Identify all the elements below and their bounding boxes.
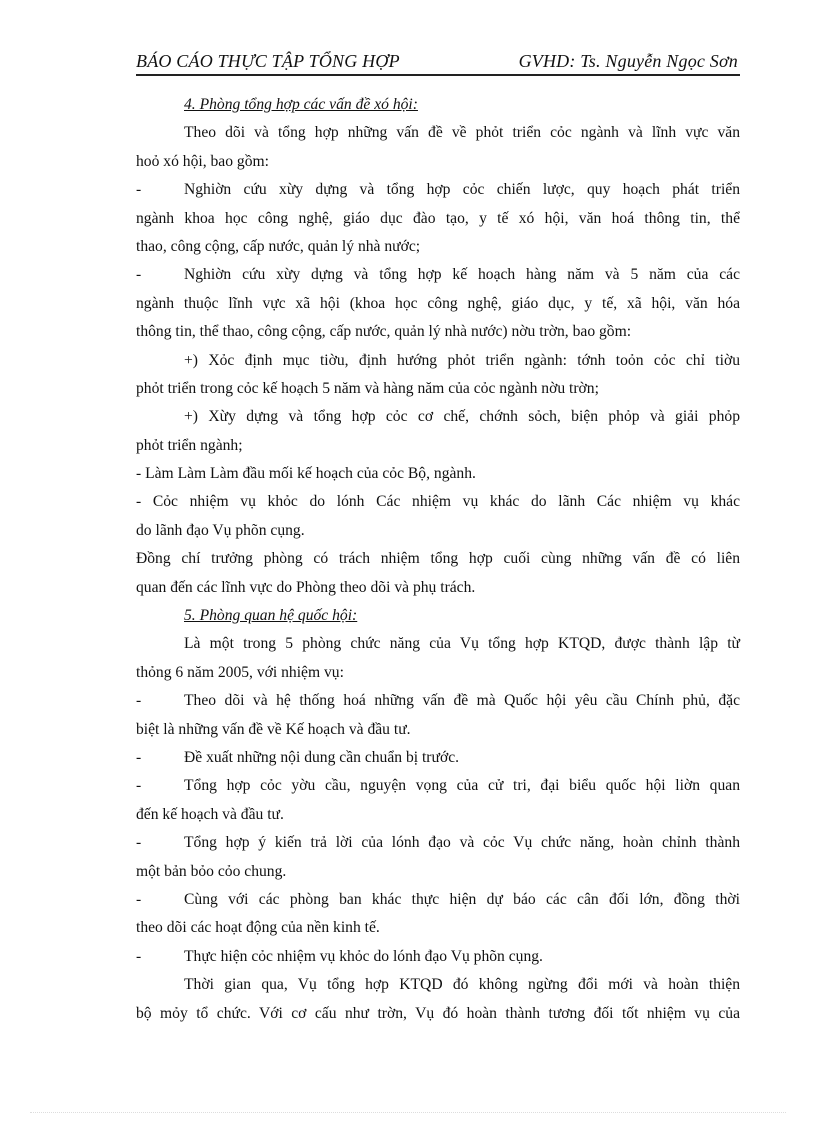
page-bottom-border [30, 1112, 786, 1113]
line-text: ngành thuộc lĩnh vực xã hội (khoa học công nghệ, giáo dục, y tế, xã hội, văn hóa [136, 294, 740, 312]
line-text: Nghiờn cứu xừy dựng và tổng hợp kế hoạch hàng năm và 5 năm của các [184, 266, 740, 284]
line-text: thỏng 6 năm 2005, với nhiệm vụ: [136, 663, 344, 681]
paragraph-line [136, 119, 740, 147]
line-text: Theo dõi và hệ thống hoá những vấn đề mà Quốc hội yêu cầu Chính phủ, đặc [184, 692, 740, 710]
line-text: do lãnh đạo Vụ phõn cụng. [136, 521, 305, 539]
bullet-dash: - [136, 266, 142, 284]
line-text: Đồng chí trưởng phòng có trách nhiệm tổng hợp cuối cùng những vấn đề có liên [136, 550, 740, 568]
line-text: phỏt triển ngành; [136, 436, 243, 454]
bullet-line [136, 943, 740, 971]
paragraph-line [136, 460, 740, 488]
line-text: bộ mỏy tổ chức. Với cơ cấu như trờn, Vụ đó hoàn thành tương đối tốt nhiệm vụ của [136, 1004, 740, 1022]
line-text: thông tin, thể thao, công cộng, cấp nước, quản lý nhà nước) nờu trờn, bao gồm: [136, 323, 632, 341]
line-text: +) Xừy dựng và tổng hợp cỏc cơ chế, chớnh sỏch, biện phỏp và giải phỏp [184, 408, 740, 426]
bullet-dash: - [136, 748, 142, 766]
line-text: Tổng hợp cỏc yờu cầu, nguyện vọng của cử tri, đại biểu quốc hội liờn quan [184, 777, 740, 795]
paragraph-line [136, 148, 740, 176]
bullet-line [136, 261, 740, 289]
bullet-line [136, 176, 740, 204]
line-text: ngành khoa học công nghệ, giáo dục đào tạo, y tế xó hội, văn hoá thông tin, thể [136, 209, 740, 227]
document-body [136, 91, 740, 1028]
line-text: biệt là những vấn đề về Kế hoạch và đầu tư. [136, 720, 411, 738]
line-text: Tổng hợp ý kiến trả lời của lónh đạo và cỏc Vụ chức năng, hoàn chỉnh thành [184, 834, 740, 852]
line-text: đến kế hoạch và đầu tư. [136, 805, 284, 823]
line-text: thao, công cộng, cấp nước, quản lý nhà nước; [136, 237, 421, 255]
line-text: theo dõi các hoạt động của nền kinh tế. [136, 919, 380, 937]
paragraph-line [136, 545, 740, 573]
line-text: hoỏ xó hội, bao gồm: [136, 152, 269, 170]
line-text: Đề xuất những nội dung cần chuẩn bị trước. [184, 748, 460, 766]
paragraph-line [136, 432, 740, 460]
section-heading [136, 91, 740, 119]
section-heading [136, 602, 740, 630]
line-text: Là một trong 5 phòng chức năng của Vụ tổng hợp KTQD, được thành lập từ [184, 635, 740, 653]
report-title: BÁO CÁO THỰC TẬP TỔNG HỢP [136, 51, 400, 71]
bullet-line [136, 687, 740, 715]
bullet-line [136, 772, 740, 800]
bullet-dash: - [136, 777, 142, 795]
paragraph-line [136, 971, 740, 999]
paragraph-line [136, 630, 740, 658]
line-text: Thực hiện cỏc nhiệm vụ khỏc do lónh đạo Vụ phõn cụng. [184, 947, 543, 965]
paragraph-line [136, 659, 740, 687]
paragraph-line [136, 205, 740, 233]
bullet-dash: - [136, 947, 142, 965]
bullet-dash: - [136, 181, 142, 199]
paragraph-line [136, 403, 740, 431]
line-text: một bản bỏo cỏo chung. [136, 862, 287, 880]
paragraph-line [136, 574, 740, 602]
bullet-dash: - [136, 890, 142, 908]
line-text: Cùng với các phòng ban khác thực hiện dự báo các cân đối lớn, đồng thời [184, 890, 740, 908]
line-text: +) Xỏc định mục tiờu, định hướng phỏt triển ngành: tớnh toỏn cỏc chỉ tiờu [184, 351, 740, 369]
paragraph-line [136, 290, 740, 318]
bullet-dash: - [136, 834, 142, 852]
supervisor-name: GVHD: Ts. Nguyễn Ngọc Sơn [518, 51, 738, 71]
bullet-line [136, 829, 740, 857]
line-text: quan đến các lĩnh vực do Phòng theo dõi và phụ trách. [136, 578, 476, 596]
paragraph-line [136, 517, 740, 545]
paragraph-line [136, 233, 740, 261]
bullet-dash: - [136, 692, 142, 710]
paragraph-line [136, 801, 740, 829]
line-text: - Cỏc nhiệm vụ khỏc do lónh Các nhiệm vụ khác do lãnh Các nhiệm vụ khác [136, 493, 740, 511]
section-heading-text: 4. Phòng tổng hợp các vấn đề xó hội: [184, 96, 418, 113]
paragraph-line [136, 347, 740, 375]
section-heading-text: 5. Phòng quan hệ quốc hội: [184, 607, 358, 625]
page-header [136, 48, 740, 76]
paragraph-line [136, 488, 740, 516]
line-text: Theo dõi và tổng hợp những vấn đề về phỏt triển cỏc ngành và lĩnh vực văn [184, 124, 740, 142]
line-text: phỏt triển trong cỏc kế hoạch 5 năm và hàng năm của cỏc ngành nờu trờn; [136, 379, 599, 397]
bullet-line [136, 744, 740, 772]
line-text: - Làm Làm Làm đầu mối kế hoạch của cỏc Bộ, ngành. [136, 465, 476, 483]
line-text: Nghiờn cứu xừy dựng và tổng hợp cỏc chiến lược, quy hoạch phát triển [184, 181, 740, 199]
line-text: Thời gian qua, Vụ tổng hợp KTQD đó không ngừng đổi mới và hoàn thiện [184, 976, 740, 994]
bullet-line [136, 886, 740, 914]
paragraph-line [136, 318, 740, 346]
paragraph-line [136, 375, 740, 403]
paragraph-line [136, 914, 740, 942]
paragraph-line [136, 858, 740, 886]
paragraph-line [136, 1000, 740, 1028]
paragraph-line [136, 716, 740, 744]
